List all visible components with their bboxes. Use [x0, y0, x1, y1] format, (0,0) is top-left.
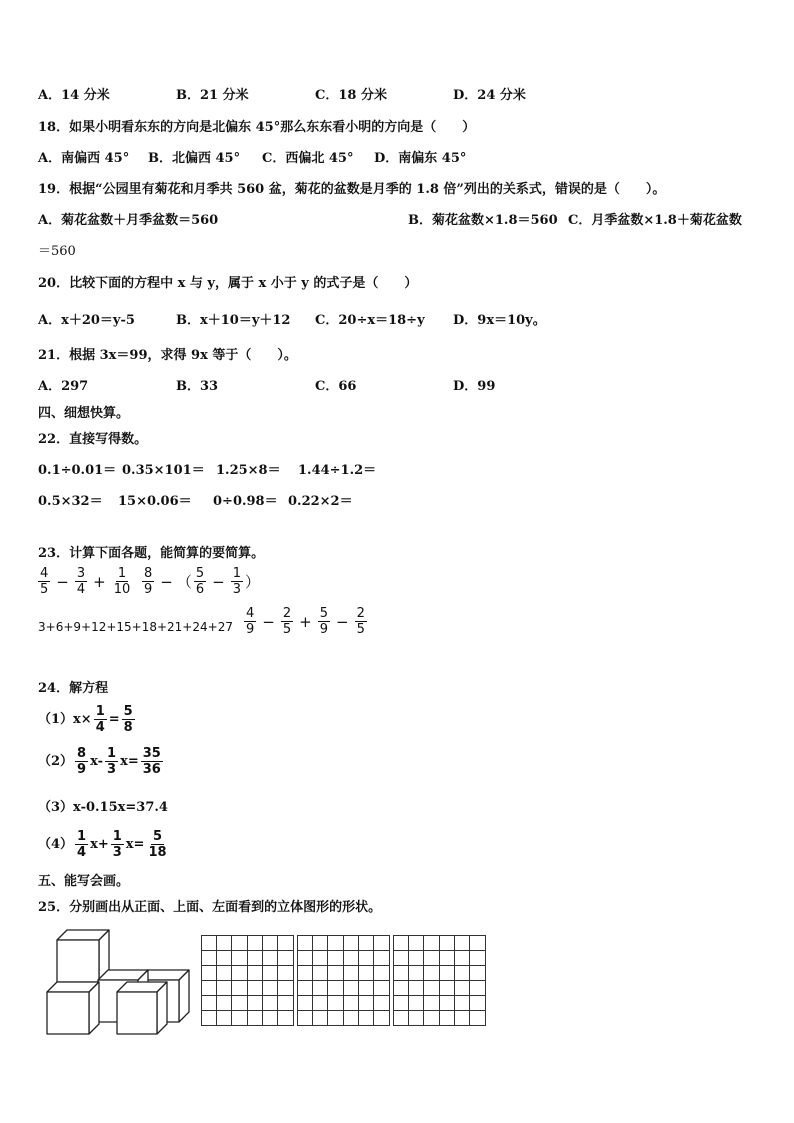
- q22-item: 0÷0.98＝: [213, 494, 278, 509]
- q18-option-c: C．西偏北 45°: [262, 151, 354, 166]
- cube-front-face: [117, 992, 157, 1034]
- section-5-heading: 五、能写会画。: [38, 874, 130, 889]
- fraction: $\frac{5}{9}$: [319, 606, 328, 637]
- drawing-grid-left[interactable]: [393, 935, 486, 1026]
- fraction: $\frac{2}{5}$: [282, 606, 292, 637]
- q23-expression-4: $\frac{4}{9}$ − $\frac{2}{5}$ + $\frac{5}{9}$ − $\frac{2}{5}$: [246, 606, 365, 637]
- q22-item: 0.1÷0.01＝: [38, 463, 117, 478]
- cube-side-face: [157, 982, 167, 1034]
- q23-expression-2: $\frac{8}{9}$ − （ $\frac{5}{6}$ − $\frac{1}{3}$ ）: [144, 566, 261, 597]
- q24-part-3: （3）x-0.15x=37.4: [38, 800, 168, 815]
- q20-option-b: B．x＋10＝y＋12: [176, 313, 291, 328]
- fraction: $\frac{5}{6}$: [195, 566, 205, 597]
- fraction: $\frac{4}{9}$: [246, 606, 255, 637]
- q19-option-c-continued: ＝560: [38, 244, 76, 259]
- q18-option-a: A．南偏西 45°: [38, 151, 130, 166]
- q20-stem: 20．比较下面的方程中 x 与 y，属于 x 小于 y 的式子是（ ）: [38, 276, 418, 291]
- q19-option-c: C．月季盆数×1.8＋菊花盆数: [568, 213, 742, 228]
- q20-option-c: C．20÷x＝18÷y: [315, 313, 425, 328]
- q22-item: 0.5×32＝: [38, 494, 103, 509]
- q24-stem: 24．解方程: [38, 681, 109, 696]
- q22-stem: 22．直接写得数。: [38, 432, 148, 447]
- q23-expression-3: 3+6+9+12+15+18+21+24+27: [38, 620, 233, 634]
- q18-stem: 18．如果小明看东东的方向是北偏东 45°那么东东看小明的方向是（ ）: [38, 120, 476, 135]
- fraction: $\frac{35}{36}$: [142, 746, 161, 777]
- q17-option-c: C．18 分米: [315, 88, 387, 103]
- q21-option-b: B．33: [176, 379, 219, 394]
- q19-option-b: B．菊花盆数×1.8＝560: [408, 213, 558, 228]
- q23-expression-1: $\frac{4}{5}$ − $\frac{3}{4}$ + $\frac{1}{10}$: [40, 566, 131, 597]
- q22-item: 1.25×8＝: [216, 463, 281, 478]
- section-4-heading: 四、细想快算。: [38, 406, 130, 421]
- q25-stem: 25．分别画出从正面、上面、左面看到的立体图形的形状。: [38, 900, 382, 915]
- cube-stack-figure: [44, 926, 194, 1038]
- fraction: $\frac{1}{4}$: [95, 704, 105, 735]
- cube-front-face: [57, 940, 99, 982]
- q22-item: 0.22×2＝: [288, 494, 353, 509]
- drawing-grid-front[interactable]: [201, 935, 294, 1026]
- fraction: $\frac{2}{5}$: [356, 606, 365, 637]
- fraction: $\frac{4}{5}$: [40, 566, 49, 597]
- q21-stem: 21．根据 3x＝99，求得 9x 等于（ ）。: [38, 348, 297, 363]
- fraction: $\frac{1}{4}$: [77, 829, 87, 860]
- q23-stem: 23．计算下面各题，能简算的要简算。: [38, 546, 265, 561]
- cube-front-face: [47, 992, 89, 1034]
- q17-option-a: A．14 分米: [38, 88, 110, 103]
- q24-part-4: （4） $\frac{1}{4}$ x+ $\frac{1}{3}$ x= $\frac{5}{18}$: [38, 829, 167, 860]
- fraction: $\frac{5}{8}$: [123, 704, 133, 735]
- q21-option-d: D．99: [453, 379, 496, 394]
- q18-option-d: D．南偏东 45°: [374, 151, 467, 166]
- fraction: $\frac{1}{3}$: [107, 746, 117, 777]
- q19-option-a: A．菊花盆数＋月季盆数＝560: [38, 213, 219, 228]
- fraction: $\frac{1}{3}$: [232, 566, 242, 597]
- q22-item: 0.35×101＝: [122, 463, 205, 478]
- fraction: $\frac{5}{18}$: [148, 829, 167, 860]
- fraction: $\frac{3}{4}$: [76, 566, 86, 597]
- q20-option-a: A．x＋20＝y-5: [38, 313, 135, 328]
- drawing-grid-top[interactable]: [297, 935, 390, 1026]
- q19-stem: 19．根据“公园里有菊花和月季共 560 盆，菊花的盆数是月季的 1.8 倍”列出的关系式，错误的是（ ）。: [38, 182, 666, 197]
- fraction: $\frac{8}{9}$: [144, 566, 153, 597]
- q20-option-d: D．9x＝10y。: [453, 313, 546, 328]
- fraction: $\frac{1}{10}$: [113, 566, 131, 597]
- q17-option-d: D．24 分米: [453, 88, 526, 103]
- q21-option-c: C．66: [315, 379, 357, 394]
- q21-option-a: A．297: [38, 379, 89, 394]
- cube-side-face: [89, 982, 99, 1034]
- fraction: $\frac{8}{9}$: [77, 746, 87, 777]
- q17-option-b: B．21 分米: [176, 88, 249, 103]
- q18-option-b: B．北偏西 45°: [148, 151, 241, 166]
- q22-item: 15×0.06＝: [118, 494, 192, 509]
- q24-part-2: （2） $\frac{8}{9}$ x- $\frac{1}{3}$ x= $\frac{35}{36}$: [38, 746, 161, 777]
- cube-side-face: [179, 970, 189, 1022]
- q24-part-1: （1）x× $\frac{1}{4}$ = $\frac{5}{8}$: [38, 704, 133, 735]
- fraction: $\frac{1}{3}$: [112, 829, 122, 860]
- q22-item: 1.44÷1.2＝: [298, 463, 377, 478]
